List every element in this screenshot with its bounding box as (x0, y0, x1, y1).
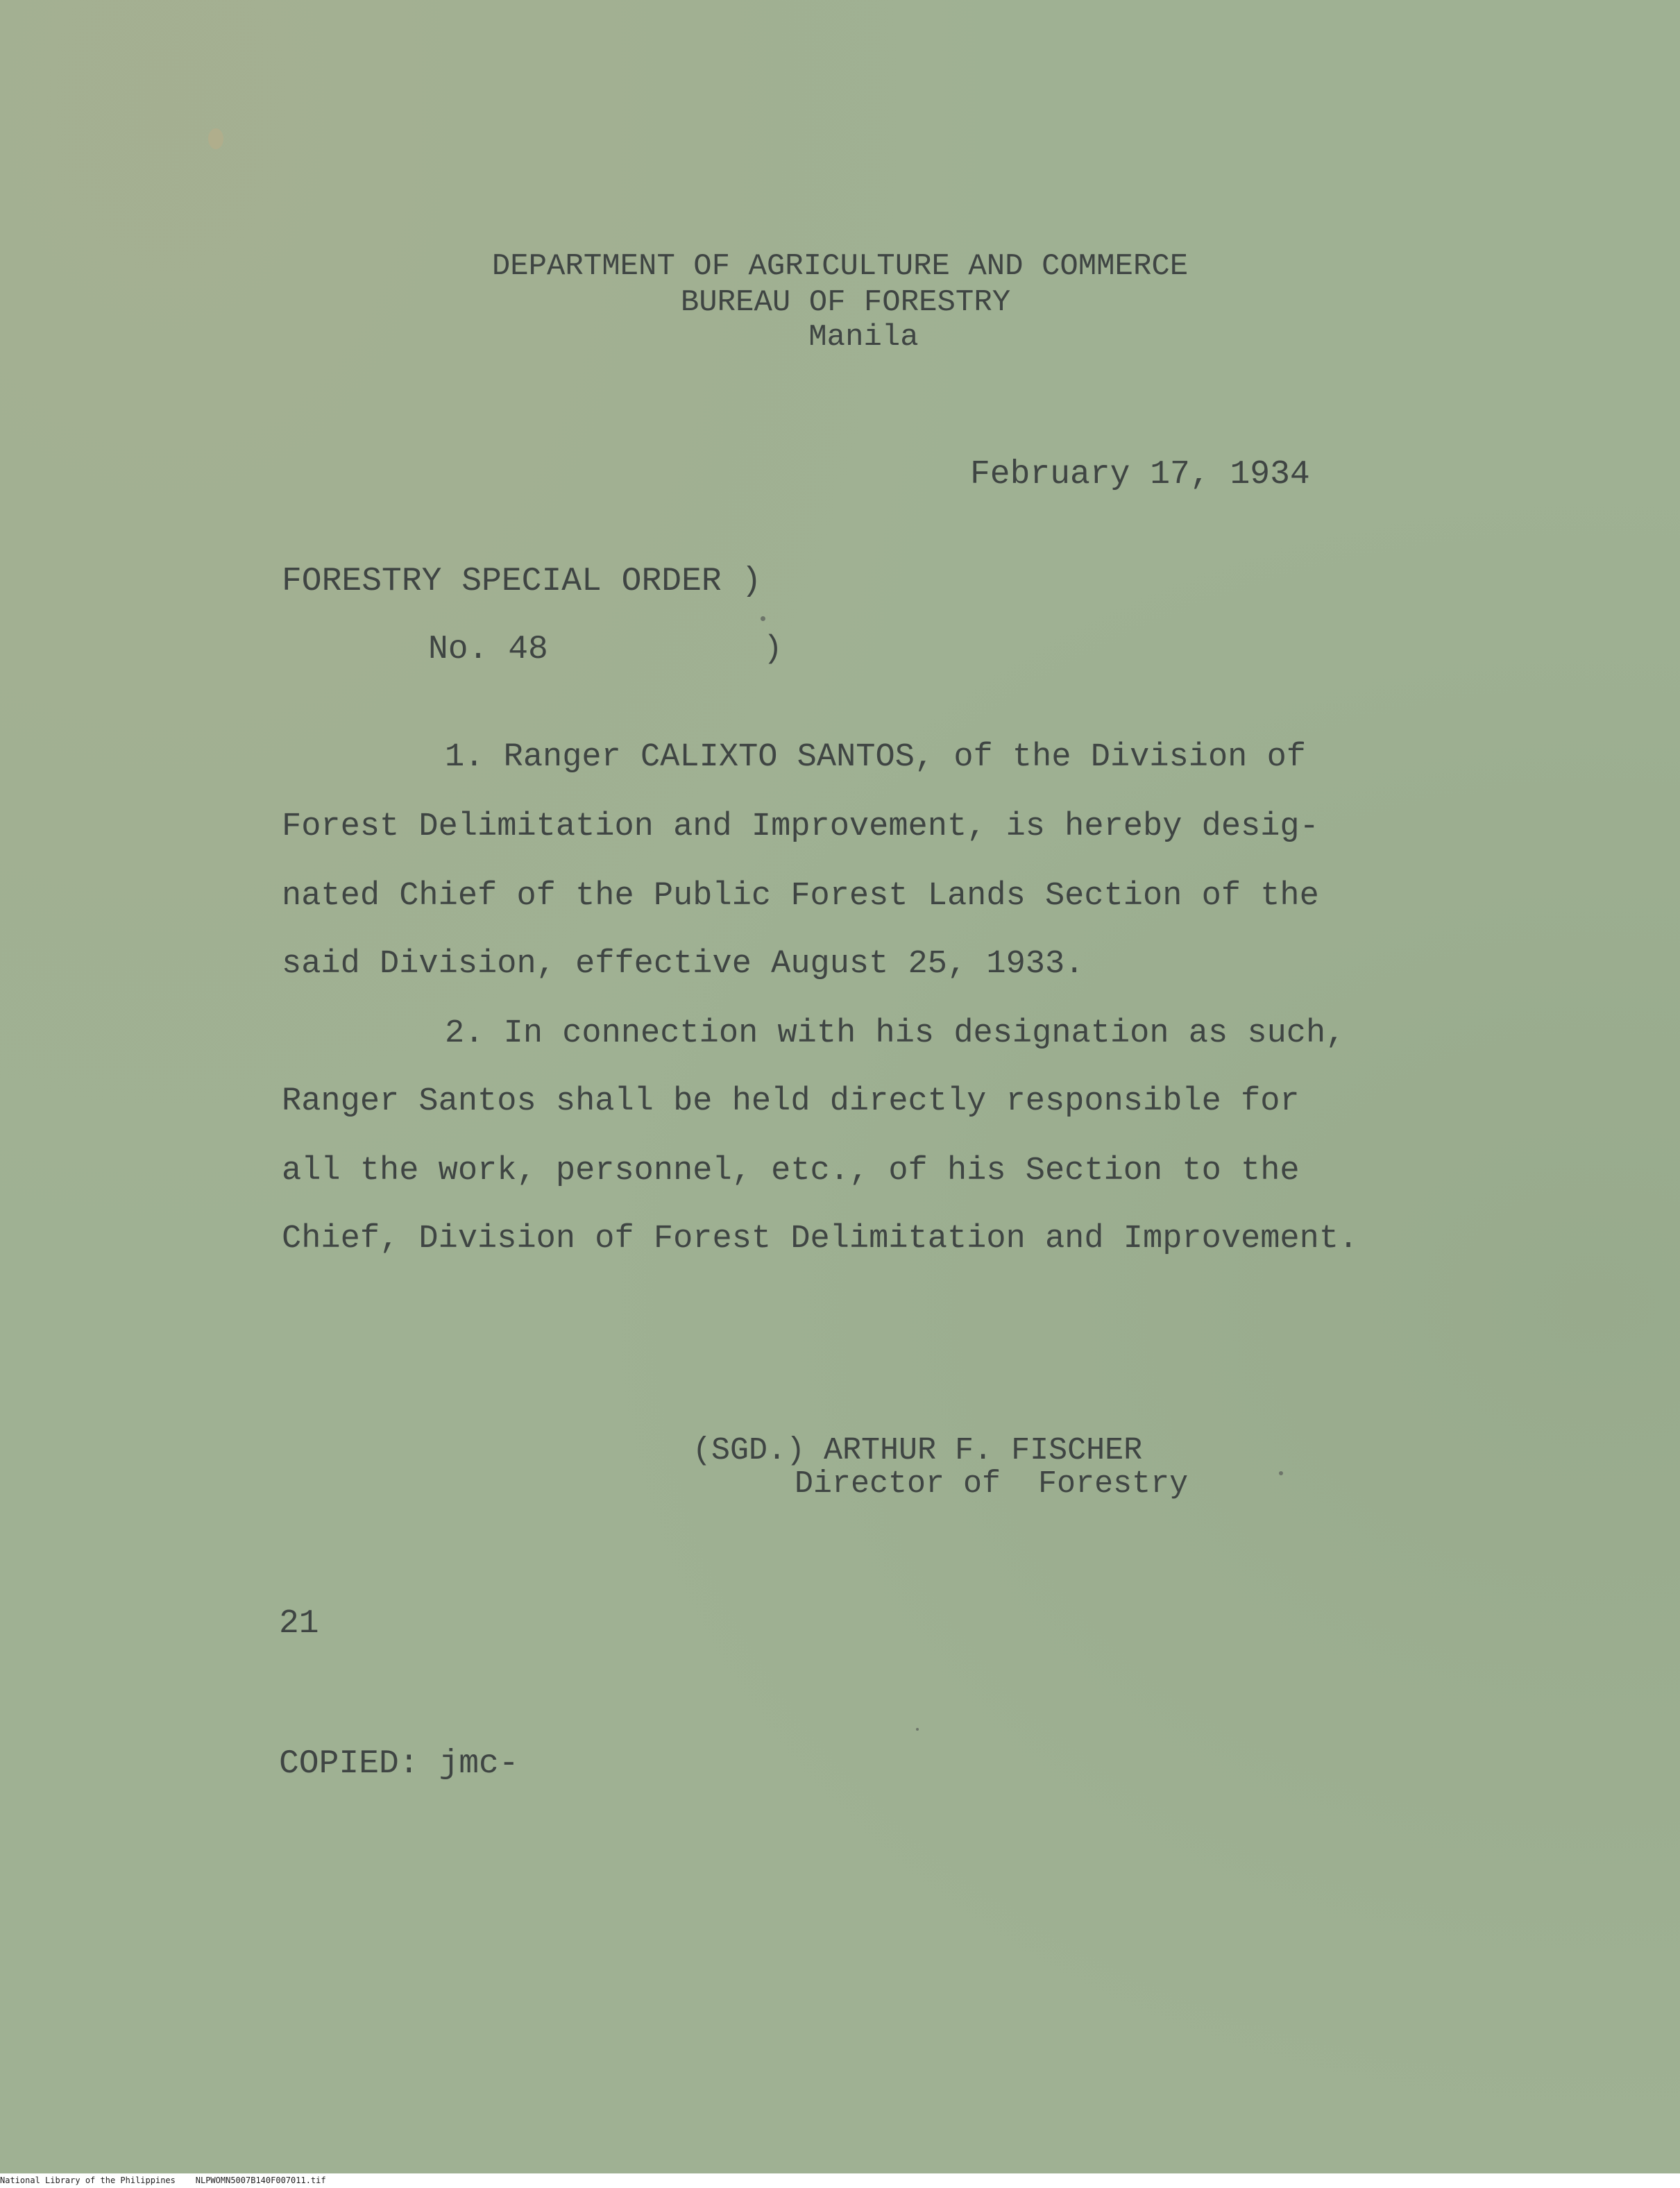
signature-title: Director of Forestry (795, 1466, 1189, 1502)
copied-note: COPIED: jmc- (279, 1745, 519, 1783)
order-number: No. 48 (428, 631, 548, 668)
paragraph-2-line-4: Chief, Division of Forest Delimitation and Improvement. (282, 1221, 1359, 1257)
paper-stain (208, 128, 223, 149)
scan-caption: National Library of the Philippines NLPWOMN5007B140F007011.tif (0, 2176, 326, 2185)
paragraph-1-line-1: 1. Ranger CALIXTO SANTOS, of the Division of (445, 739, 1307, 776)
letterhead-department: DEPARTMENT OF AGRICULTURE AND COMMERCE (491, 249, 1189, 284)
paragraph-1-line-2: Forest Delimitation and Improvement, is hereby desig- (282, 808, 1319, 845)
paragraph-1-line-3: nated Chief of the Public Forest Lands Section of the (282, 878, 1319, 915)
signature-name: (SGD.) ARTHUR F. FISCHER (693, 1433, 1143, 1468)
ink-speck (1279, 1471, 1283, 1475)
paragraph-1-line-4: said Division, effective August 25, 1933. (282, 946, 1085, 983)
paragraph-2-line-2: Ranger Santos shall be held directly responsible for (282, 1083, 1300, 1120)
order-bracket: ) (763, 631, 783, 667)
letterhead-city: Manila (808, 320, 919, 355)
letterhead-bureau: BUREAU OF FORESTRY (680, 285, 1011, 320)
document-date: February 17, 1934 (970, 456, 1310, 493)
ink-speck (761, 616, 765, 621)
order-title: FORESTRY SPECIAL ORDER ) (282, 563, 762, 600)
paragraph-2-line-3: all the work, personnel, etc., of his Section to the (282, 1153, 1300, 1189)
ink-speck (916, 1728, 919, 1731)
reference-number: 21 (279, 1605, 319, 1643)
paragraph-2-line-1: 2. In connection with his designation as such, (445, 1015, 1346, 1052)
